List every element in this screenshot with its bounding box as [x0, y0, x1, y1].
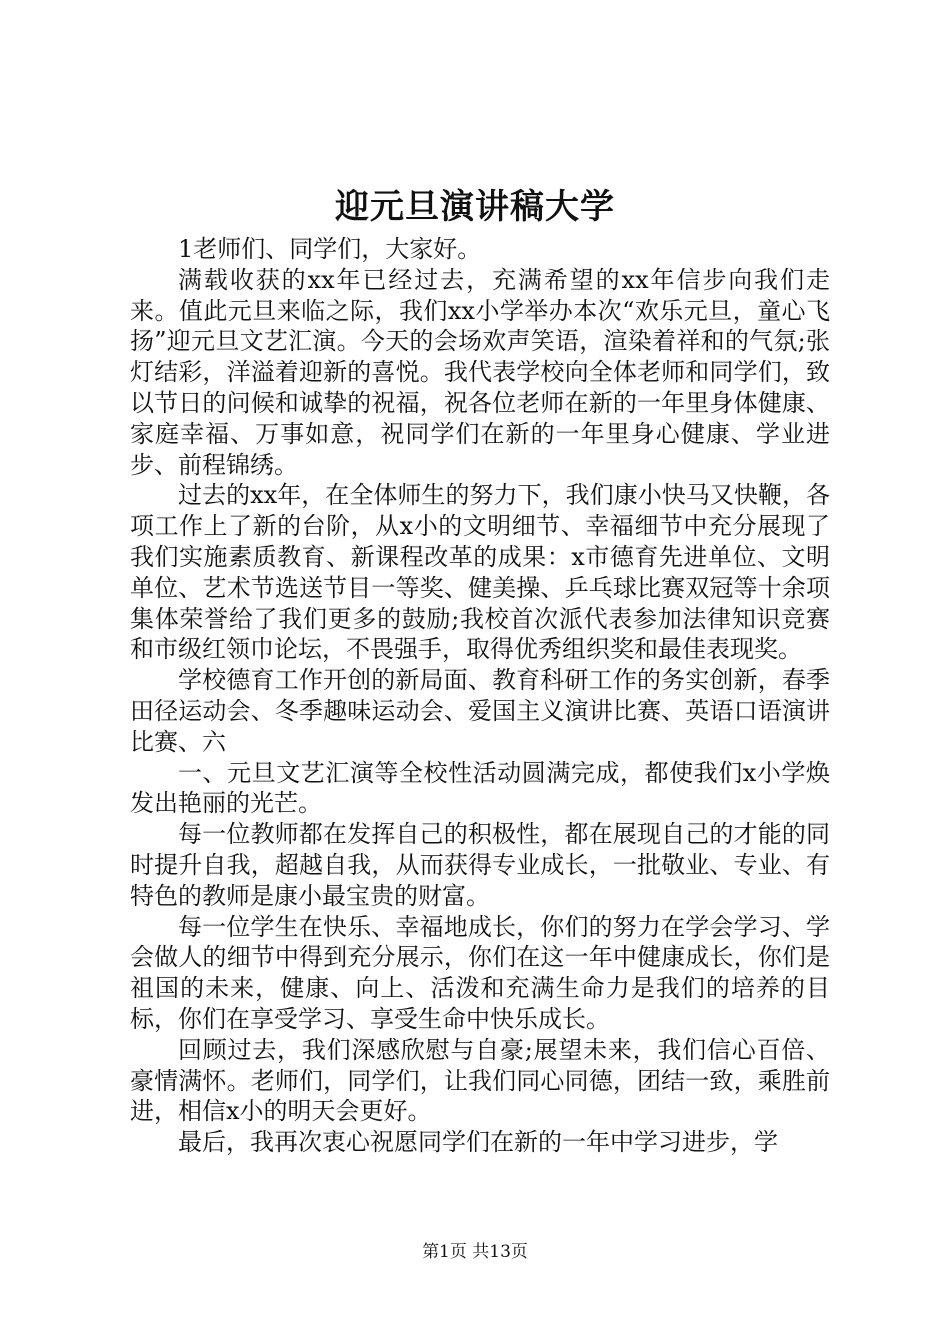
document-title: 迎元旦演讲稿大学	[335, 187, 615, 227]
paragraph-closing: 最后，我再次衷心祝愿同学们在新的一年中学习进步，学	[178, 1128, 778, 1157]
paragraph-opening: 满载收获的xx年已经过去，充满希望的xx年信步向我们走来。值此元旦来临之际，我们xx小学举办本次“欢乐元旦，童心飞扬”迎元旦文艺汇演。今天的会场欢声笑语，渲染着祥和的气氛;张灯结彩，洋溢着迎新的喜悦。我代表学校向全体老师和同学们，致以节日的问候和诚挚的祝福，祝各位老师在新的一年里身体健康、家庭幸福、万事如意，祝同学们在新的一年里身心健康、学业进步、前程锦绣。	[130, 265, 830, 479]
paragraph-activities: 学校德育工作开创的新局面、教育科研工作的务实创新，春季田径运动会、冬季趣味运动会、爱国主义演讲比赛、英语口语演讲比赛、六	[130, 666, 830, 756]
paragraph-students: 每一位学生在快乐、幸福地成长，你们的努力在学会学习、学会做人的细节中得到充分展示，你们在这一年中健康成长，你们是祖国的未来，健康、向上、活泼和充满生命力是我们的培养的目标，你们在享受学习、享受生命中快乐成长。	[130, 912, 830, 1033]
paragraph-greeting: 1老师们、同学们，大家好。	[178, 235, 482, 263]
paragraph-review: 回顾过去，我们深感欣慰与自豪;展望未来，我们信心百倍、豪情满怀。老师们，同学们，让我们同心同德，团结一致，乘胜前进，相信x小的明天会更好。	[130, 1035, 830, 1126]
page-footer: 第1页 共13页	[422, 1242, 528, 1262]
paragraph-new-year-show: 一、元旦文艺汇演等全校性活动圆满完成，都使我们x小学焕发出艳丽的光芒。	[130, 758, 830, 818]
document-body	[130, 234, 830, 1158]
paragraph-teachers: 每一位教师都在发挥自己的积极性，都在展现自己的才能的同时提升自我，超越自我，从而获得专业成长，一批敬业、专业、有特色的教师是康小最宝贵的财富。	[130, 820, 830, 910]
paragraph-achievements: 过去的xx年，在全体师生的努力下，我们康小快马又快鞭，各项工作上了新的台阶，从x小的文明细节、幸福细节中充分展现了我们实施素质教育、新课程改革的成果：x市德育先进单位、文明单位、艺术节选送节目一等奖、健美操、乒乓球比赛双冠等十余项集体荣誉给了我们更多的鼓励;我校首次派代表参加法律知识竞赛和市级红领巾论坛，不畏强手，取得优秀组织奖和最佳表现奖。	[130, 481, 830, 664]
